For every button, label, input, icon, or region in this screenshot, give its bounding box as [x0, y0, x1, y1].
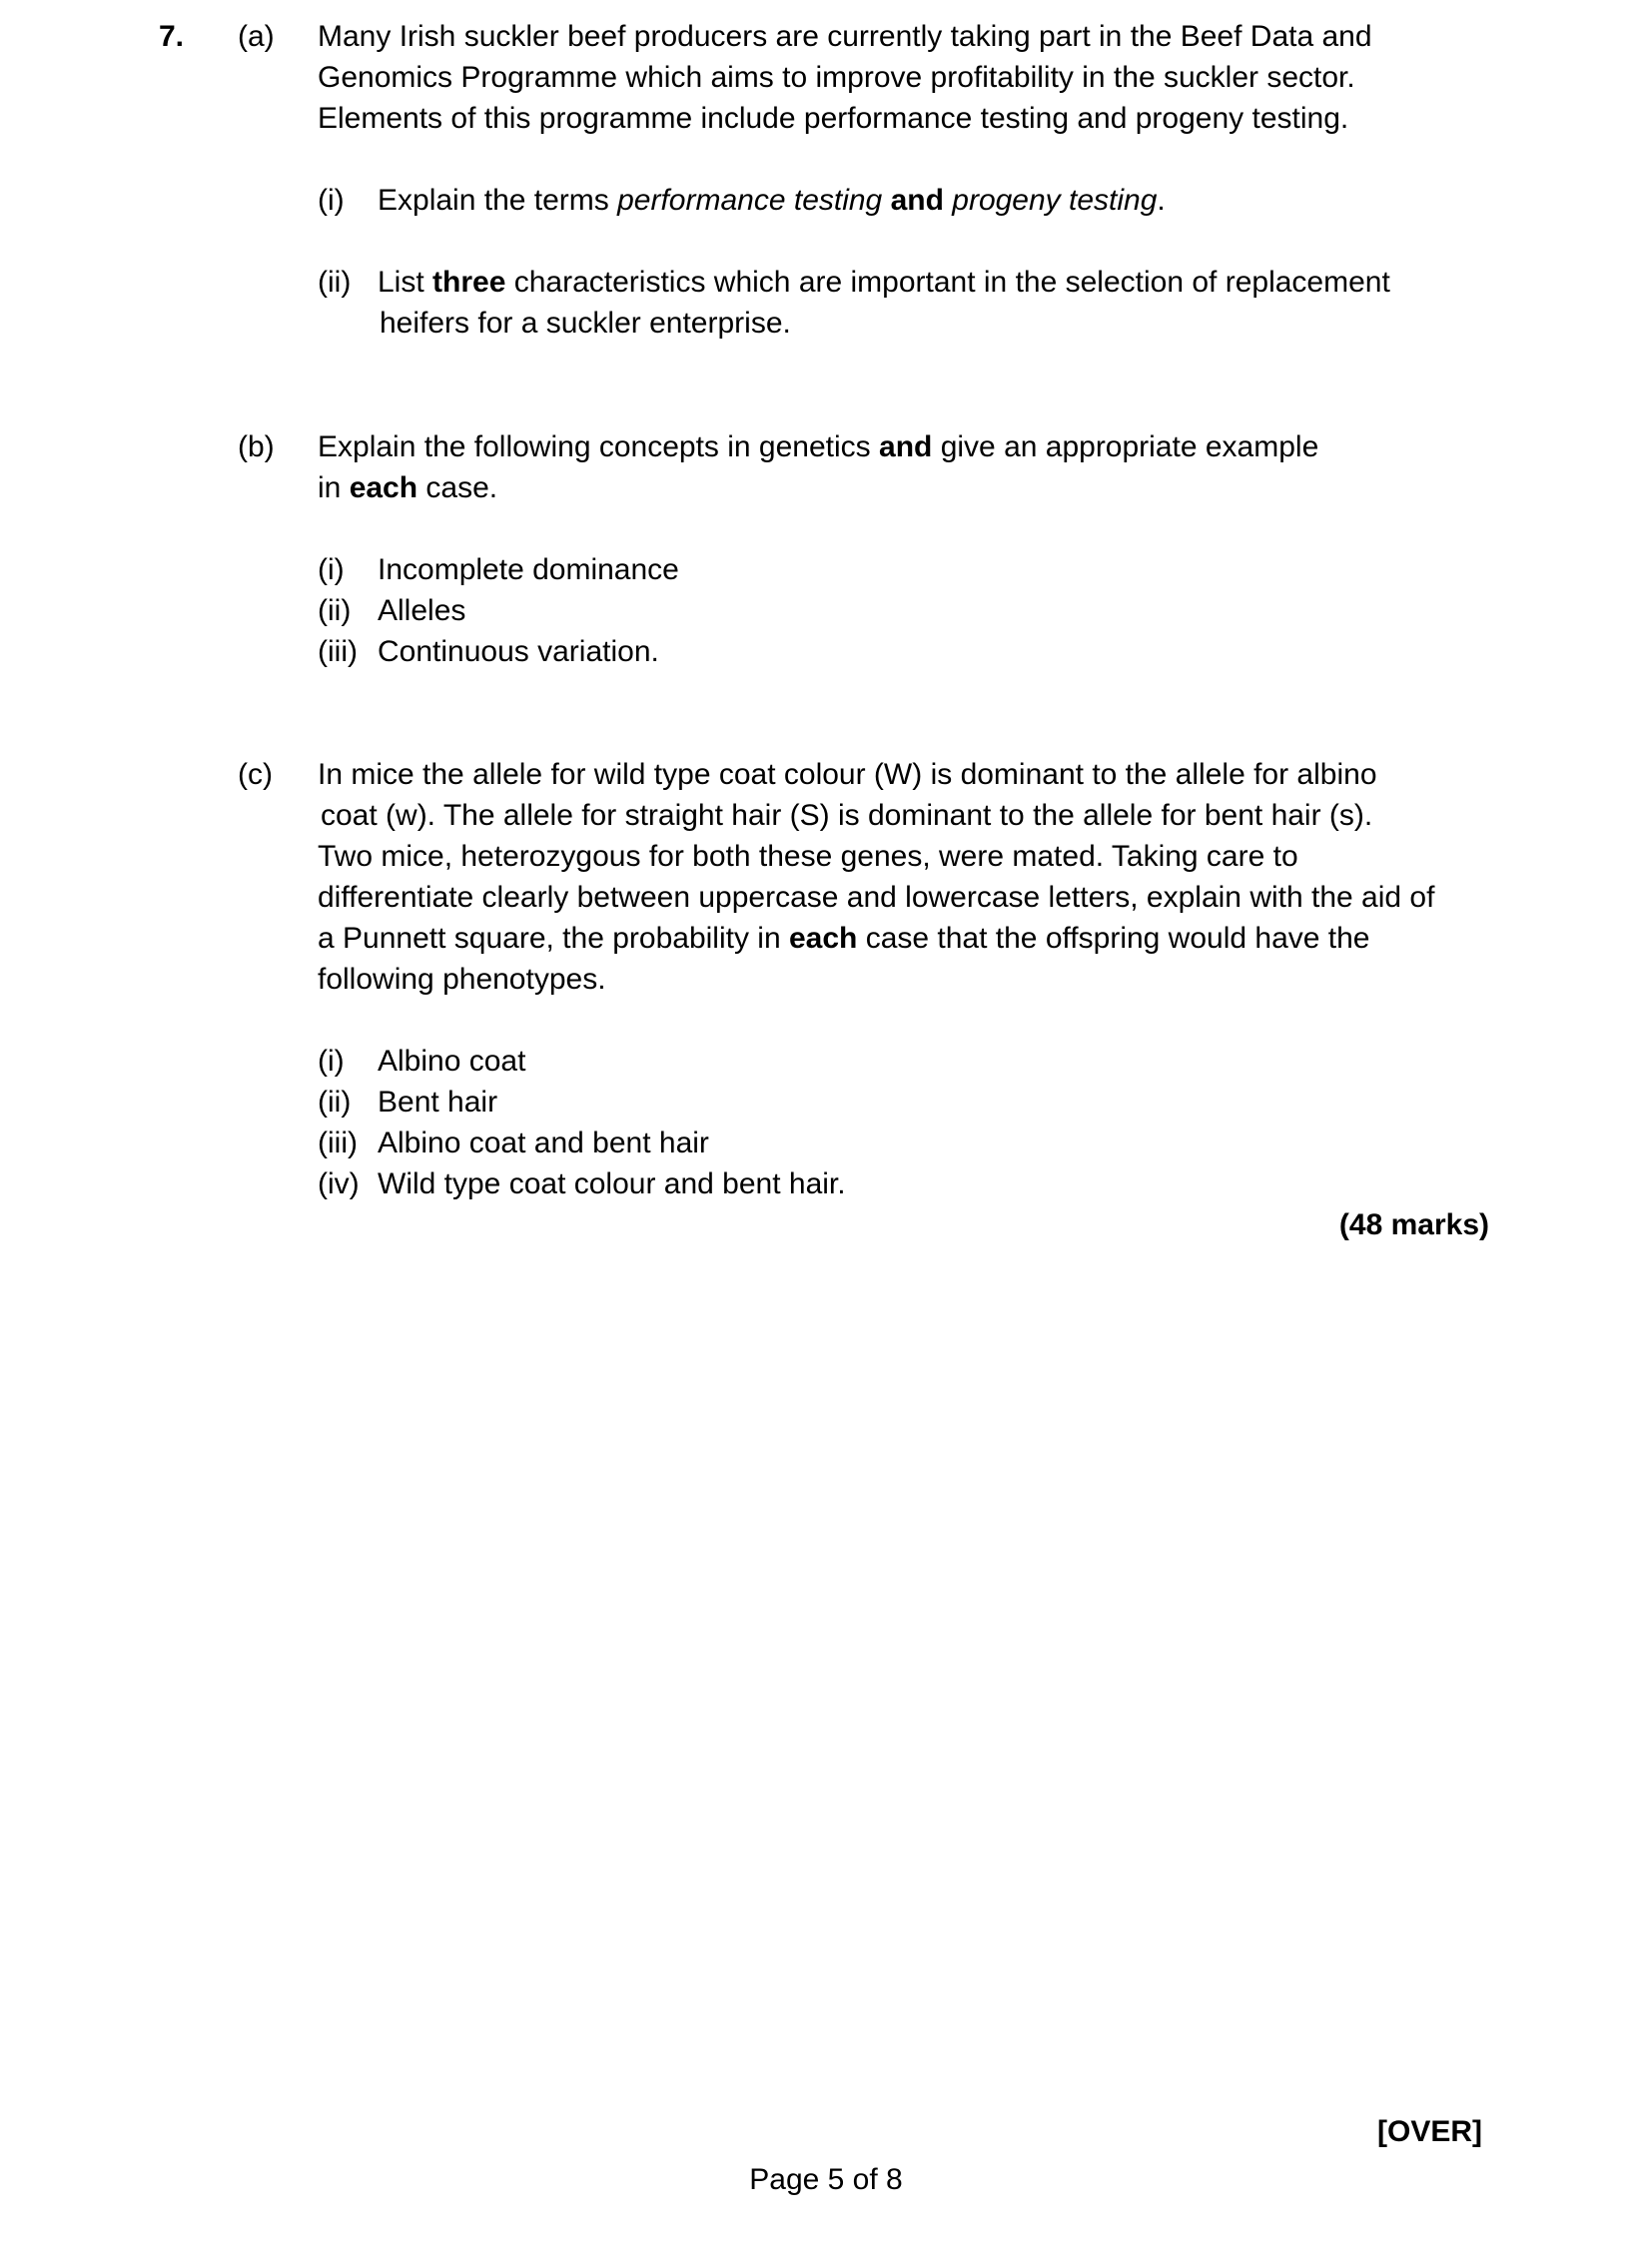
page-number: Page 5 of 8	[749, 2163, 903, 2196]
part-b-line-2-after: case.	[417, 471, 498, 504]
part-c-ii-text: Bent hair	[378, 1086, 498, 1119]
part-c-line-3: Two mice, heterozygous for both these genes, were mated. Taking care to	[318, 840, 1298, 873]
part-c-iv-label: (iv)	[318, 1167, 360, 1200]
part-b-label: (b)	[238, 430, 275, 463]
part-b-iii-text: Continuous variation.	[378, 635, 659, 668]
part-a-ii-label: (ii)	[318, 266, 352, 299]
question-number: 7.	[159, 20, 185, 53]
part-b-iii-label: (iii)	[318, 635, 358, 668]
part-c-line-5-after: case that the offspring would have the	[857, 922, 1370, 955]
part-b-ii-label: (ii)	[318, 594, 352, 627]
part-c-iii-text: Albino coat and bent hair	[378, 1127, 709, 1159]
part-a-ii-line-2: heifers for a suckler enterprise.	[380, 307, 791, 340]
part-a-ii-line-1	[378, 262, 1390, 303]
part-a-ii-line-1-after: characteristics which are important in the selection of replacement	[505, 266, 1390, 299]
part-c-i-label: (i)	[318, 1045, 345, 1078]
marks-total: (48 marks)	[1338, 1208, 1489, 1241]
part-c-line-6: following phenotypes.	[318, 963, 606, 996]
part-a-label: (a)	[238, 20, 275, 53]
term-progeny-testing: progeny testing	[952, 184, 1158, 217]
part-c-line-5-before: a Punnett square, the probability in	[318, 922, 789, 955]
part-c-bold-each: each	[788, 922, 858, 955]
part-b-line-1-before: Explain the following concepts in genetics	[318, 430, 880, 463]
part-a-i-label: (i)	[318, 184, 345, 217]
part-c-line-5	[318, 918, 1370, 959]
part-b-bold-and: and	[879, 430, 933, 463]
part-b-ii-text: Alleles	[378, 594, 466, 627]
part-a-i-text	[378, 180, 1166, 221]
part-a-i-text-after: .	[1157, 184, 1166, 217]
part-a-line-2: Genomics Programme which aims to improve profitability in the suckler sector.	[318, 61, 1355, 94]
part-c-iv-text: Wild type coat colour and bent hair.	[378, 1167, 846, 1200]
part-c-ii-label: (ii)	[318, 1086, 352, 1119]
part-a-line-1: Many Irish suckler beef producers are currently taking part in the Beef Data and	[318, 20, 1372, 53]
part-c-iii-label: (iii)	[318, 1127, 358, 1159]
part-a-ii-bold-three: three	[432, 266, 506, 299]
part-c-i-text: Albino coat	[378, 1045, 526, 1078]
part-a-i-bold-and: and	[882, 184, 953, 217]
part-a-i-text-before: Explain the terms	[378, 184, 618, 217]
part-a-ii-line-1-before: List	[378, 266, 433, 299]
part-b-i-label: (i)	[318, 553, 345, 586]
part-c-line-4: differentiate clearly between uppercase and lowercase letters, explain with the aid of	[318, 881, 1435, 914]
part-a-line-3: Elements of this programme include performance testing and progeny testing.	[318, 102, 1349, 135]
part-b-line-1-after: give an appropriate example	[932, 430, 1319, 463]
part-b-line-2-before: in	[318, 471, 350, 504]
part-b-line-1	[318, 426, 1318, 467]
part-c-label: (c)	[238, 758, 273, 791]
part-b-i-text: Incomplete dominance	[378, 553, 679, 586]
part-b-line-2	[318, 467, 497, 508]
part-c-line-1: In mice the allele for wild type coat colour (W) is dominant to the allele for albino	[318, 758, 1377, 791]
part-b-bold-each: each	[349, 471, 418, 504]
part-c-line-2: coat (w). The allele for straight hair (S) is dominant to the allele for bent hair (s).	[321, 799, 1373, 832]
term-performance-testing: performance testing	[617, 184, 883, 217]
over-label: [OVER]	[1377, 2115, 1482, 2148]
